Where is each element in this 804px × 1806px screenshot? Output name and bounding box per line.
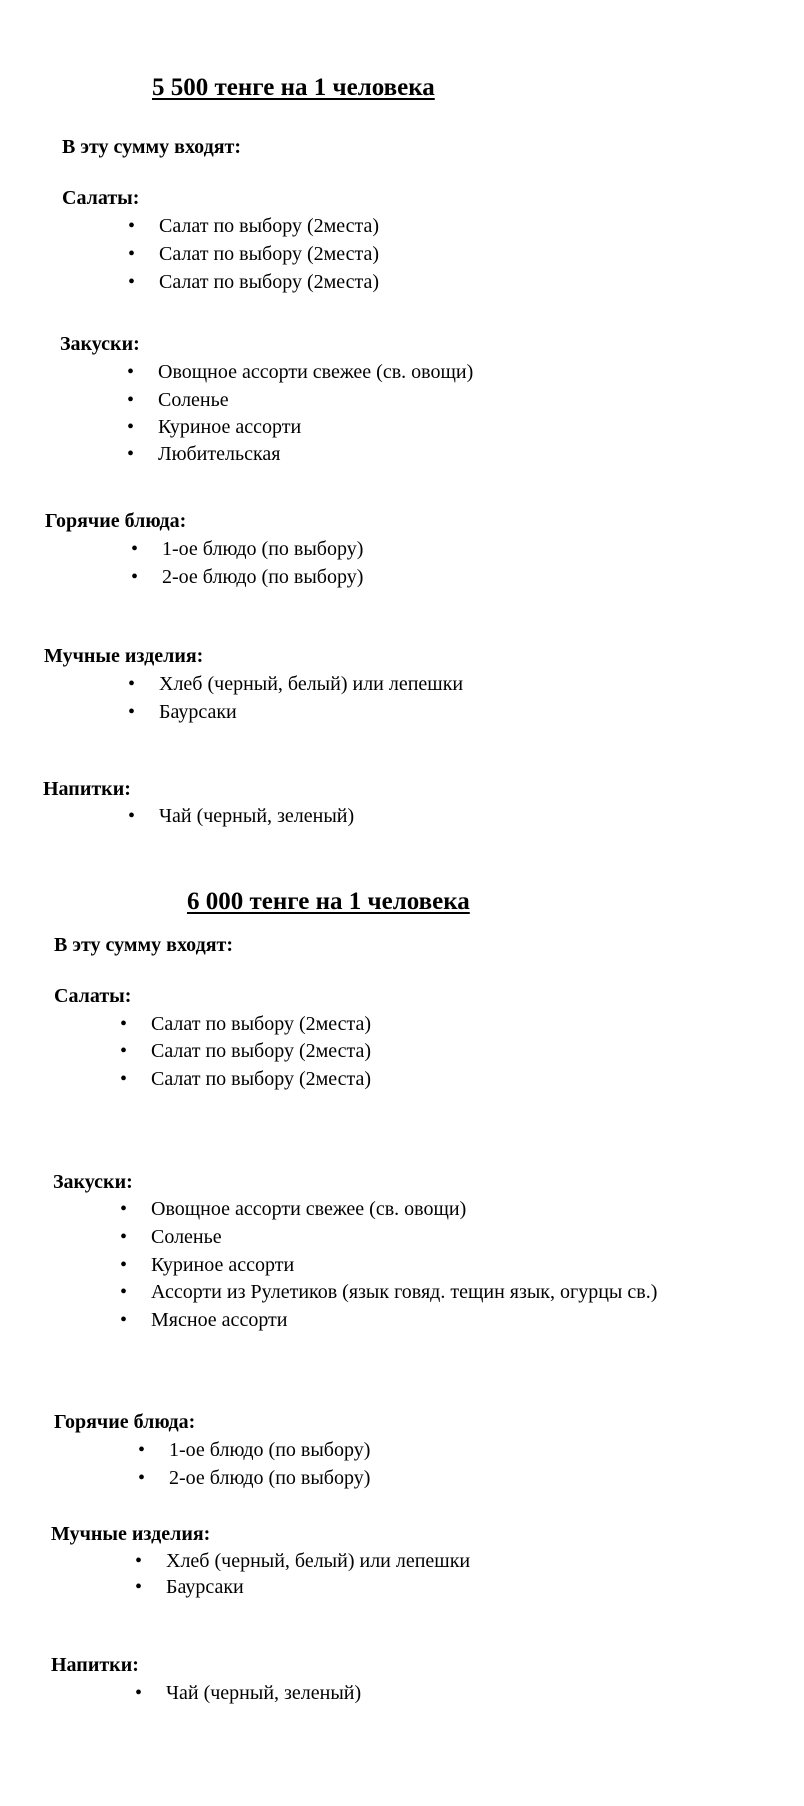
bullet: •	[120, 1040, 128, 1062]
package-2-hot-dishes-heading: Горячие блюда:	[54, 1411, 196, 1433]
bullet: •	[135, 1682, 143, 1704]
list-item-text: Салат по выбору (2места)	[151, 1068, 372, 1090]
list-item-text: 1-ое блюдо (по выбору)	[162, 538, 364, 560]
bullet: •	[131, 538, 139, 560]
package-2-appetizers-heading: Закуски:	[53, 1171, 133, 1193]
bullet: •	[138, 1439, 146, 1461]
list-item-text: Хлеб (черный, белый) или лепешки	[159, 673, 464, 695]
bullet: •	[128, 673, 136, 695]
bullet: •	[131, 566, 139, 588]
bullet: •	[120, 1068, 128, 1090]
bullet: •	[120, 1198, 128, 1220]
bullet: •	[120, 1254, 128, 1276]
list-item-text: Ассорти из Рулетиков (язык говяд. тещин язык, огурцы св.)	[151, 1281, 658, 1303]
list-item-text: Салат по выбору (2места)	[159, 215, 380, 237]
bullet: •	[128, 805, 136, 827]
package-2-drinks-heading: Напитки:	[51, 1654, 139, 1676]
list-item-text: Салат по выбору (2места)	[159, 271, 380, 293]
list-item-text: Салат по выбору (2места)	[151, 1013, 372, 1035]
bullet: •	[138, 1467, 146, 1489]
list-item-text: Соленье	[158, 389, 229, 411]
list-item-text: Чай (черный, зеленый)	[166, 1682, 362, 1704]
package-1-bakery-heading: Мучные изделия:	[44, 645, 204, 667]
bullet: •	[128, 701, 136, 723]
package-2-title: 6 000 тенге на 1 человека	[187, 888, 470, 915]
list-item-text: Салат по выбору (2места)	[159, 243, 380, 265]
list-item-text: Мясное ассорти	[151, 1309, 288, 1331]
bullet: •	[120, 1309, 128, 1331]
list-item-text: 2-ое блюдо (по выбору)	[162, 566, 364, 588]
bullet: •	[128, 215, 136, 237]
package-1-appetizers-heading: Закуски:	[60, 333, 140, 355]
package-1-salads-heading: Салаты:	[62, 187, 140, 209]
bullet: •	[120, 1013, 128, 1035]
package-2-salads-heading: Салаты:	[54, 985, 132, 1007]
bullet: •	[127, 361, 135, 383]
list-item-text: 2-ое блюдо (по выбору)	[169, 1467, 371, 1489]
package-2-intro: В эту сумму входят:	[54, 934, 234, 956]
list-item-text: Любительская	[158, 443, 281, 465]
bullet: •	[120, 1281, 128, 1303]
list-item-text: Соленье	[151, 1226, 222, 1248]
package-1-drinks-heading: Напитки:	[43, 778, 131, 800]
package-1-hot-dishes-heading: Горячие блюда:	[45, 510, 187, 532]
bullet: •	[127, 443, 135, 465]
list-item-text: Баурсаки	[166, 1576, 244, 1598]
list-item-text: Овощное ассорти свежее (св. овощи)	[158, 361, 474, 383]
list-item-text: Хлеб (черный, белый) или лепешки	[166, 1550, 471, 1572]
package-1-title: 5 500 тенге на 1 человека	[152, 74, 435, 101]
list-item-text: Куриное ассорти	[151, 1254, 295, 1276]
list-item-text: Чай (черный, зеленый)	[159, 805, 355, 827]
bullet: •	[127, 389, 135, 411]
bullet: •	[127, 416, 135, 438]
list-item-text: Овощное ассорти свежее (св. овощи)	[151, 1198, 467, 1220]
bullet: •	[128, 243, 136, 265]
list-item-text: 1-ое блюдо (по выбору)	[169, 1439, 371, 1461]
package-1-intro: В эту сумму входят:	[62, 136, 242, 158]
bullet: •	[128, 271, 136, 293]
bullet: •	[135, 1576, 143, 1598]
bullet: •	[135, 1550, 143, 1572]
bullet: •	[120, 1226, 128, 1248]
list-item-text: Куриное ассорти	[158, 416, 302, 438]
list-item-text: Салат по выбору (2места)	[151, 1040, 372, 1062]
package-2-bakery-heading: Мучные изделия:	[51, 1523, 211, 1545]
list-item-text: Баурсаки	[159, 701, 237, 723]
